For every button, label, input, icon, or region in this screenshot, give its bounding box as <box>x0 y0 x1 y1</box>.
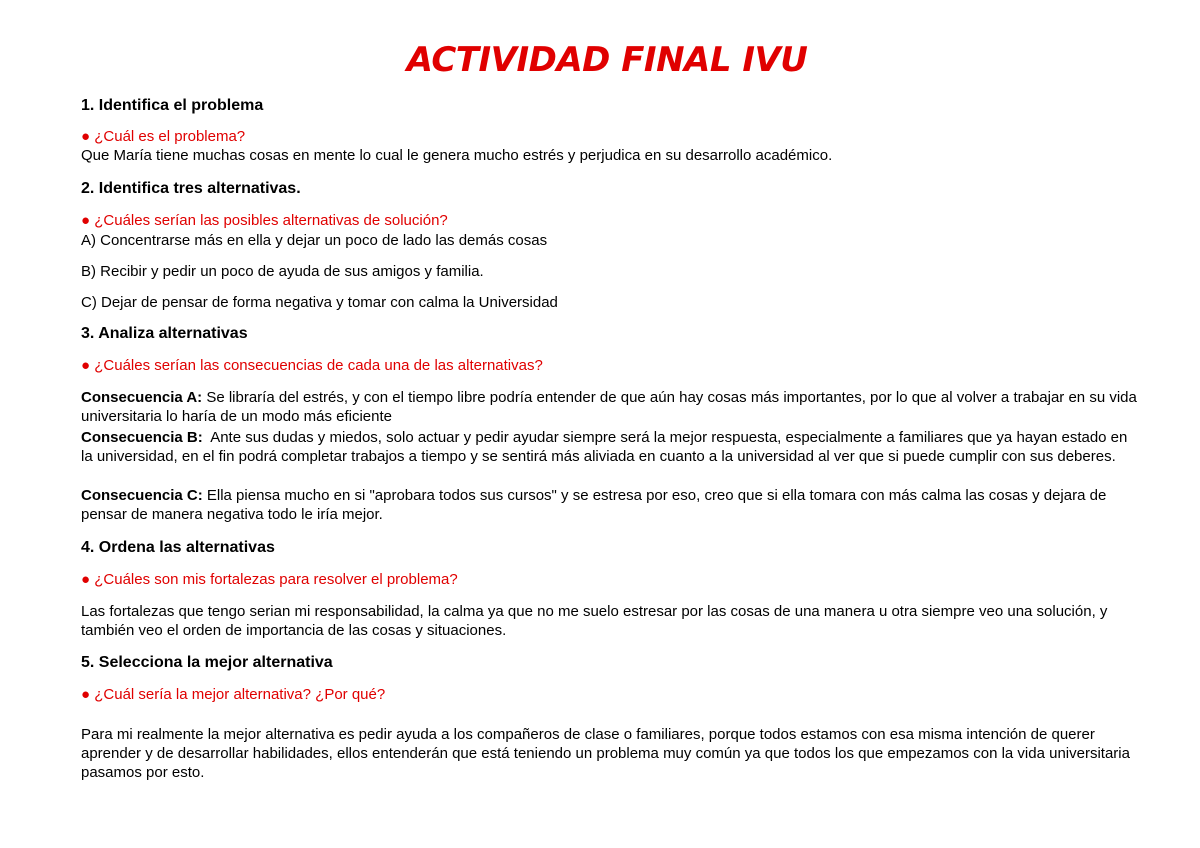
section-4-answer: Las fortalezas que tengo serian mi responsabilidad, la calma ya que no me suelo estresar por las cosas de una manera u otra siempre veo una solución, y también veo el orden de importancia de las cosas y situaciones. <box>81 603 1108 639</box>
section-4-heading: 4. Ordena las alternativas <box>81 539 275 556</box>
consequence-b-label: Consecuencia B: <box>81 429 203 446</box>
section-2-heading: 2. Identifica tres alternativas. <box>81 180 301 197</box>
consequence-a-label: Consecuencia A: <box>81 389 203 406</box>
document-title: ACTIVIDAD FINAL IVU <box>406 40 808 80</box>
section-3-question: ● ¿Cuáles serían las consecuencias de cada una de las alternativas? <box>81 357 543 374</box>
alternative-b: B) Recibir y pedir un poco de ayuda de sus amigos y familia. <box>81 263 484 280</box>
section-1-answer: Que María tiene muchas cosas en mente lo cual le genera mucho estrés y perjudica en su desarrollo académico. <box>81 147 833 164</box>
section-1-question: ● ¿Cuál es el problema? <box>81 128 246 145</box>
consequence-c-text: Ella piensa mucho en si "aprobara todos sus cursos" y se estresa por eso, creo que si ella tomara con más calma las cosas y dejara de pensar de manera negativa todo le iría mejor. <box>81 487 1107 523</box>
section-5-answer: Para mi realmente la mejor alternativa es pedir ayuda a los compañeros de clase o familiares, porque todos estamos con esa misma intención de querer aprender y de desarrollar habilidades, ellos entenderán que está teniendo un problema muy común ya que todos los que empezamos con la vida universitaria pasamos por esto. <box>81 726 1130 781</box>
section-2-question: ● ¿Cuáles serían las posibles alternativas de solución? <box>81 212 448 229</box>
section-1-heading: 1. Identifica el problema <box>81 97 264 114</box>
consequence-a-text: Se libraría del estrés, y con el tiempo libre podría entender de que aún hay cosas más importantes, por lo que al volver a trabajar en su vida universitaria lo haría de un modo más eficiente <box>81 389 1137 425</box>
consequence-a <box>81 388 1139 426</box>
consequence-c-label: Consecuencia C: <box>81 487 203 504</box>
section-4-question: ● ¿Cuáles son mis fortalezas para resolver el problema? <box>81 571 458 588</box>
consequence-b-text: Ante sus dudas y miedos, solo actuar y pedir ayudar siempre será la mejor respuesta, especialmente a familiares que ya hayan estado en la universidad, en el fin podrá completar trabajos a tiempo y se sentirá más aliviada en cuanto a la universidad al ver que si puede cumplir con sus deberes. <box>81 429 1132 465</box>
consequence-c <box>81 486 1139 524</box>
section-5-question: ● ¿Cuál sería la mejor alternativa? ¿Por qué? <box>81 686 386 703</box>
consequence-b <box>81 428 1139 466</box>
alternative-a: A) Concentrarse más en ella y dejar un poco de lado las demás cosas <box>81 232 548 249</box>
section-3-heading: 3. Analiza alternativas <box>81 325 248 342</box>
section-5-heading: 5. Selecciona la mejor alternativa <box>81 654 333 671</box>
alternative-c: C) Dejar de pensar de forma negativa y tomar con calma la Universidad <box>81 294 558 311</box>
